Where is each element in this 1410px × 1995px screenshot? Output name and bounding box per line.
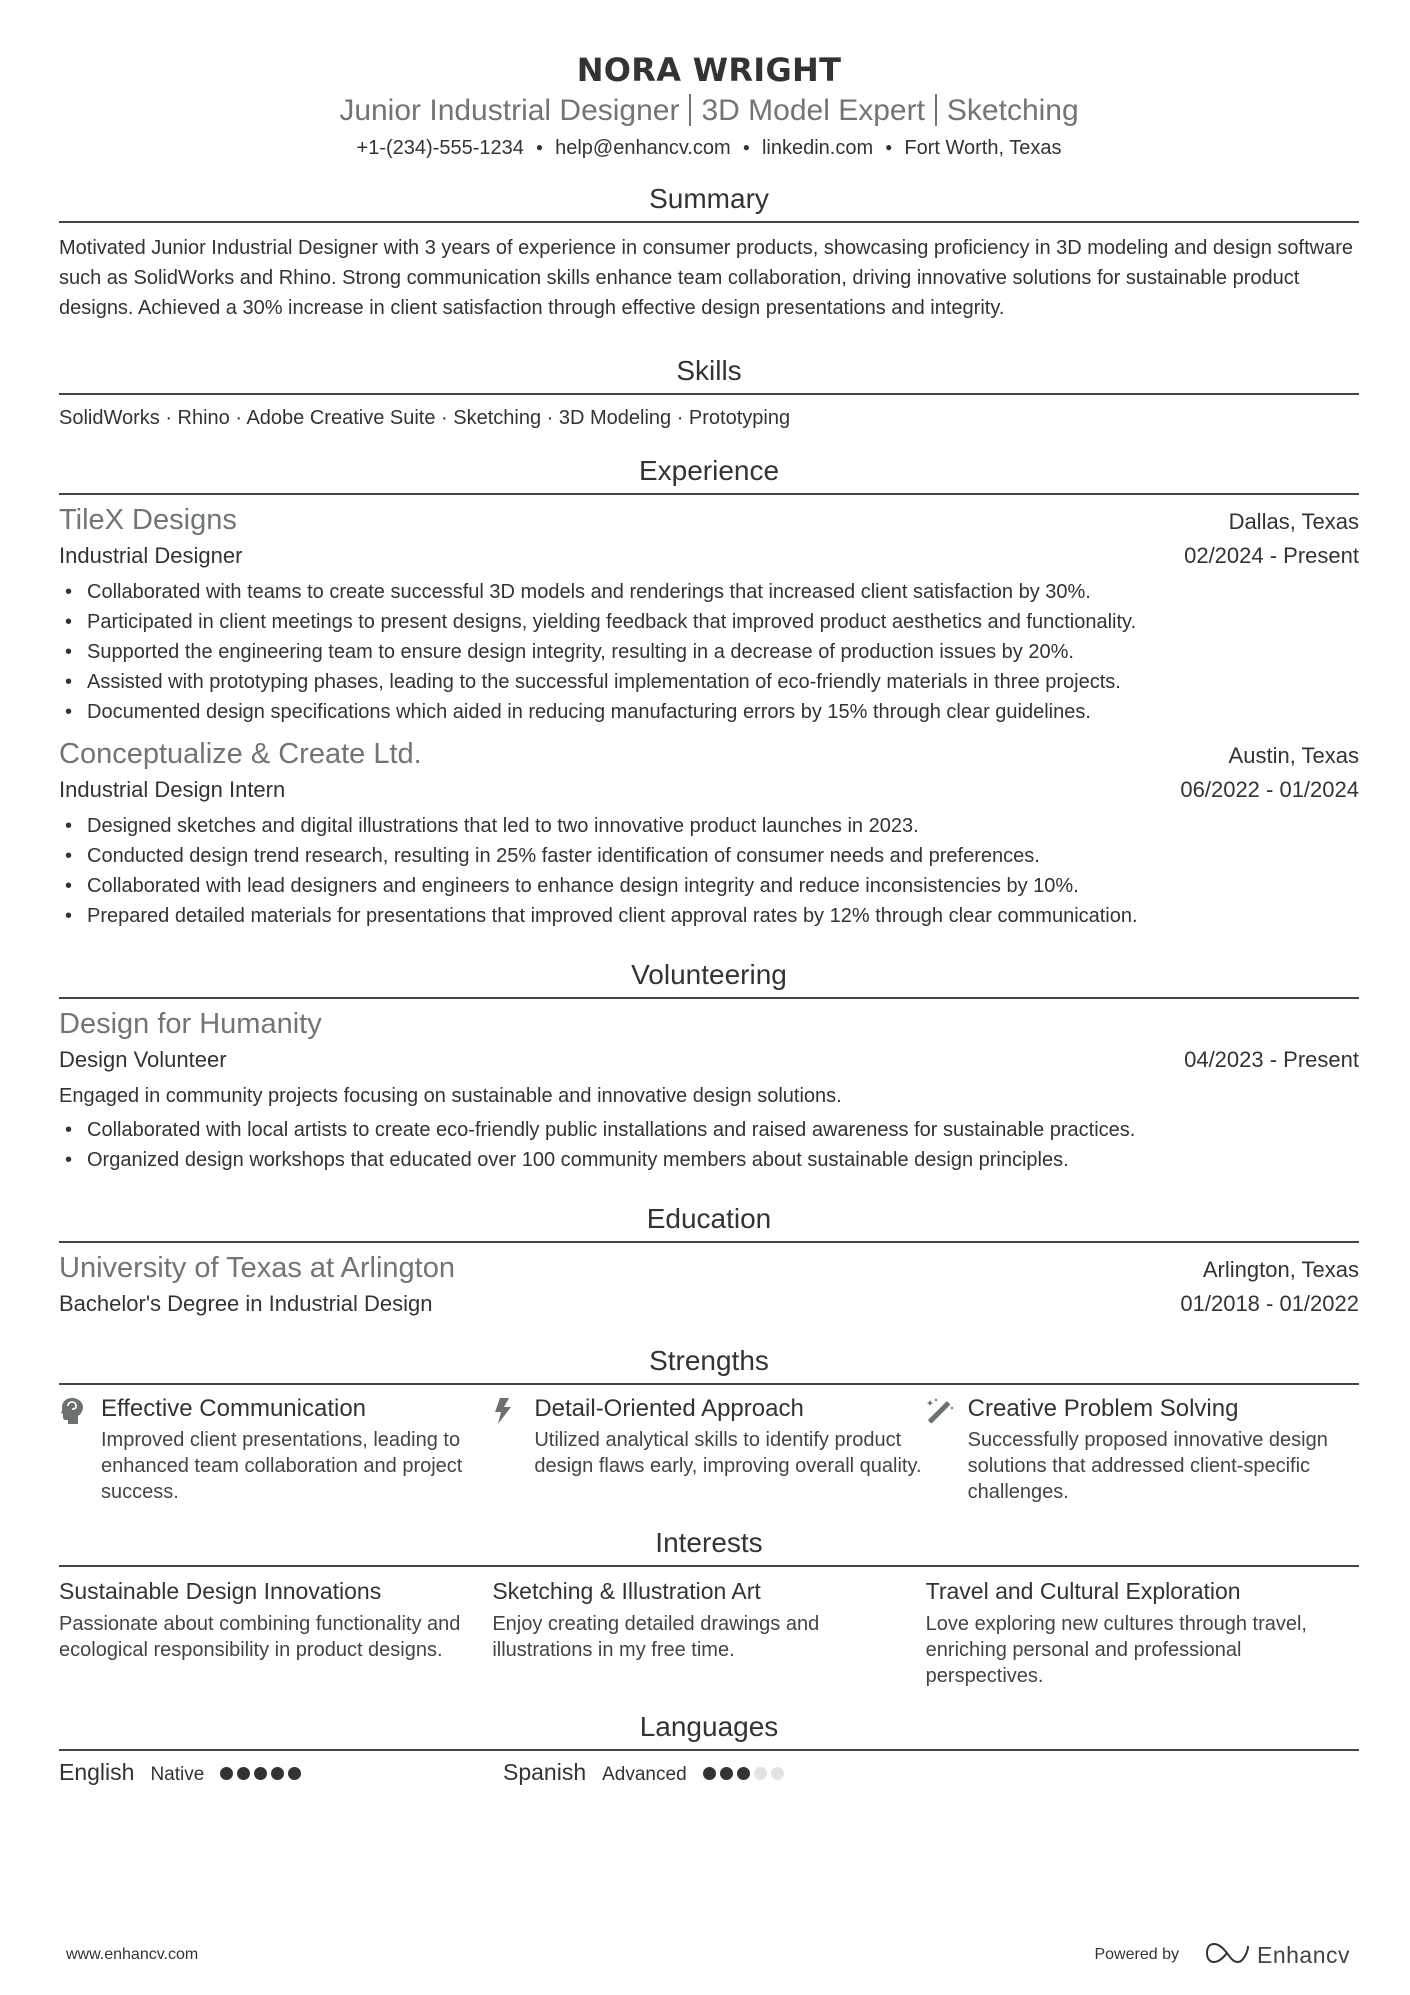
strength-description: Improved client presentations, leading to enhanced team collaboration and project success.: [101, 1429, 463, 1503]
job-title: Industrial Designer: [59, 543, 243, 568]
footer-site-link[interactable]: www.enhancv.com: [66, 1946, 199, 1963]
list-item: • Collaborated with local artists to create eco-friendly public installations and raised awareness for sustainable practices.: [59, 1115, 1359, 1145]
list-item: • Assisted with prototyping phases, leading to the successful implementation of eco-friendly materials in three projects.: [59, 667, 1359, 697]
list-item: • Designed sketches and digital illustrations that led to two innovative product launches in 2023.: [59, 811, 1359, 841]
list-item: • Collaborated with teams to create successful 3D models and renderings that increased client satisfaction by 30%.: [59, 577, 1359, 607]
section-heading: Languages: [639, 1711, 779, 1742]
interests-section: [59, 1525, 1359, 1689]
powered-by: [1094, 1941, 1350, 1970]
achievement-list: [59, 577, 1359, 727]
strength-item: [492, 1393, 925, 1505]
separator-dot: ●: [535, 140, 544, 154]
section-divider: [59, 1241, 1359, 1243]
language-name: English: [59, 1759, 135, 1785]
proficiency-dots: [220, 1767, 301, 1780]
achievement-list: [59, 811, 1359, 931]
section-heading: Volunteering: [631, 959, 787, 990]
section-divider: [59, 1383, 1359, 1385]
rating-dot-filled: [720, 1767, 733, 1780]
interest-title: Sketching & Illustration Art: [492, 1578, 761, 1604]
contact-line: [59, 132, 1359, 163]
company-name: TileX Designs: [59, 504, 237, 536]
rating-dot-filled: [271, 1767, 284, 1780]
section-heading: Experience: [638, 455, 780, 486]
job-dates: 02/2024 - Present: [1184, 543, 1359, 568]
job-dates: 06/2022 - 01/2024: [1180, 777, 1359, 802]
strength-description: Utilized analytical skills to identify product design flaws early, improving overall quality.: [534, 1429, 922, 1477]
list-item: • Supported the engineering team to ensure design integrity, resulting in a decrease of production issues by 20%.: [59, 637, 1359, 667]
section-divider: [59, 1749, 1359, 1751]
company-name: Conceptualize & Create Ltd.: [59, 738, 422, 770]
rating-dot-filled: [237, 1767, 250, 1780]
headline-part: 3D Model Expert: [701, 94, 925, 127]
section-heading: Education: [646, 1203, 772, 1234]
rating-dot-filled: [220, 1767, 233, 1780]
powered-by-label: Powered by: [1094, 1946, 1179, 1963]
rating-dot-filled: [737, 1767, 750, 1780]
section-divider: [59, 221, 1359, 223]
email-link[interactable]: help@enhancv.com: [555, 137, 731, 159]
list-item: • Conducted design trend research, resulting in 25% faster identification of consumer needs and preferences.: [59, 841, 1359, 871]
rating-dot-empty: [754, 1767, 767, 1780]
headline-divider: [689, 94, 691, 126]
enhancv-logo-icon: [1205, 1941, 1251, 1970]
job-location: Dallas, Texas: [1228, 509, 1359, 534]
headline-part: Junior Industrial Designer: [339, 94, 680, 127]
interest-title: Sustainable Design Innovations: [59, 1578, 382, 1604]
resume-page: [59, 48, 1359, 1786]
job-location: Austin, Texas: [1228, 743, 1359, 768]
achievement-list: [59, 1115, 1359, 1175]
section-divider: [59, 493, 1359, 495]
volunteer-description: Engaged in community projects focusing on sustainable and innovative design solutions.: [59, 1085, 842, 1107]
rating-dot-filled: [703, 1767, 716, 1780]
interest-item: [492, 1575, 925, 1689]
organization-name: Design for Humanity: [59, 1008, 322, 1040]
experience-entry: [59, 735, 1359, 931]
rating-dot-filled: [288, 1767, 301, 1780]
language-name: Spanish: [503, 1759, 587, 1785]
volunteer-dates: 04/2023 - Present: [1184, 1047, 1359, 1072]
education-dates: 01/2018 - 01/2022: [1180, 1291, 1359, 1316]
section-divider: [59, 997, 1359, 999]
phone: +1-(234)-555-1234: [356, 137, 524, 159]
section-heading: Strengths: [649, 1345, 769, 1376]
list-item: • Collaborated with lead designers and engineers to enhance design integrity and reduce inconsistencies by 10%.: [59, 871, 1359, 901]
rating-dot-filled: [254, 1767, 267, 1780]
summary-text: Motivated Junior Industrial Designer with 3 years of experience in consumer products, showcasing proficiency in 3D modeling and design software such as SolidWorks and Rhino. Strong communication skills enhance team collaboration, driving innovative solutions for sustainable product designs. Achieved a 30% increase in client satisfaction through effective design presentations and integrity.: [59, 237, 1353, 319]
strength-item: [926, 1393, 1359, 1505]
interest-item: [59, 1575, 492, 1689]
interest-description: Love exploring new cultures through travel, enriching personal and professional perspectives.: [925, 1613, 1307, 1687]
strengths-section: [59, 1343, 1359, 1505]
headline-part: Sketching: [946, 94, 1079, 127]
section-divider: [59, 393, 1359, 395]
experience-section: [59, 453, 1359, 931]
head-brain-icon: [59, 1393, 101, 1505]
skills-list: SolidWorks · Rhino · Adobe Creative Suite · Sketching · 3D Modeling · Prototyping: [59, 407, 791, 429]
languages-section: [59, 1709, 1359, 1786]
skills-section: [59, 353, 1359, 433]
page-footer: [66, 1940, 1350, 1970]
language-level: Advanced: [602, 1764, 687, 1785]
separator-dot: ●: [885, 140, 893, 154]
lightning-bolt-icon: [492, 1393, 534, 1505]
list-item: • Prepared detailed materials for presentations that improved client approval rates by 12% through clear communication.: [59, 901, 1359, 931]
magic-wand-icon: [926, 1393, 968, 1505]
school-location: Arlington, Texas: [1202, 1257, 1359, 1282]
school-name: University of Texas at Arlington: [59, 1252, 455, 1284]
linkedin-link[interactable]: linkedin.com: [761, 137, 874, 159]
interest-item: [926, 1575, 1359, 1689]
list-item: • Organized design workshops that educated over 100 community members about sustainable design principles.: [59, 1145, 1359, 1175]
language-item: [503, 1759, 947, 1786]
proficiency-dots: [703, 1767, 784, 1780]
enhancv-brand[interactable]: Enhancv: [1256, 1941, 1350, 1968]
separator-dot: ●: [742, 140, 750, 154]
location: Fort Worth, Texas: [904, 137, 1062, 159]
rating-dot-empty: [771, 1767, 784, 1780]
headline: [59, 92, 1359, 130]
headline-divider: [935, 94, 937, 126]
list-item: • Participated in client meetings to present designs, yielding feedback that improved product aesthetics and functionality.: [59, 607, 1359, 637]
language-item: [59, 1759, 503, 1786]
interest-description: Passionate about combining functionality and ecological responsibility in product designs.: [59, 1613, 461, 1661]
strength-description: Successfully proposed innovative design solutions that addressed client-specific challenges.: [967, 1429, 1328, 1503]
education-section: [59, 1201, 1359, 1321]
section-heading: Interests: [655, 1527, 763, 1558]
experience-entry: [59, 501, 1359, 727]
volunteering-section: [59, 957, 1359, 1175]
job-title: Industrial Design Intern: [59, 777, 286, 802]
strength-title: Detail-Oriented Approach: [534, 1395, 804, 1422]
section-divider: [59, 1565, 1359, 1567]
summary-section: [59, 181, 1359, 323]
degree: Bachelor's Degree in Industrial Design: [59, 1291, 433, 1316]
strength-title: Effective Communication: [101, 1395, 367, 1422]
resume-header: [59, 48, 1359, 163]
strength-title: Creative Problem Solving: [967, 1395, 1239, 1422]
volunteer-role: Design Volunteer: [59, 1047, 227, 1072]
interest-description: Enjoy creating detailed drawings and illustrations in my free time.: [492, 1613, 820, 1661]
section-heading: Skills: [676, 355, 742, 386]
section-heading: Summary: [649, 183, 769, 214]
candidate-name: NORA WRIGHT: [576, 51, 842, 89]
strength-item: [59, 1393, 492, 1505]
language-level: Native: [150, 1764, 205, 1785]
list-item: • Documented design specifications which aided in reducing manufacturing errors by 15% through clear guidelines.: [59, 697, 1359, 727]
interest-title: Travel and Cultural Exploration: [925, 1578, 1241, 1604]
